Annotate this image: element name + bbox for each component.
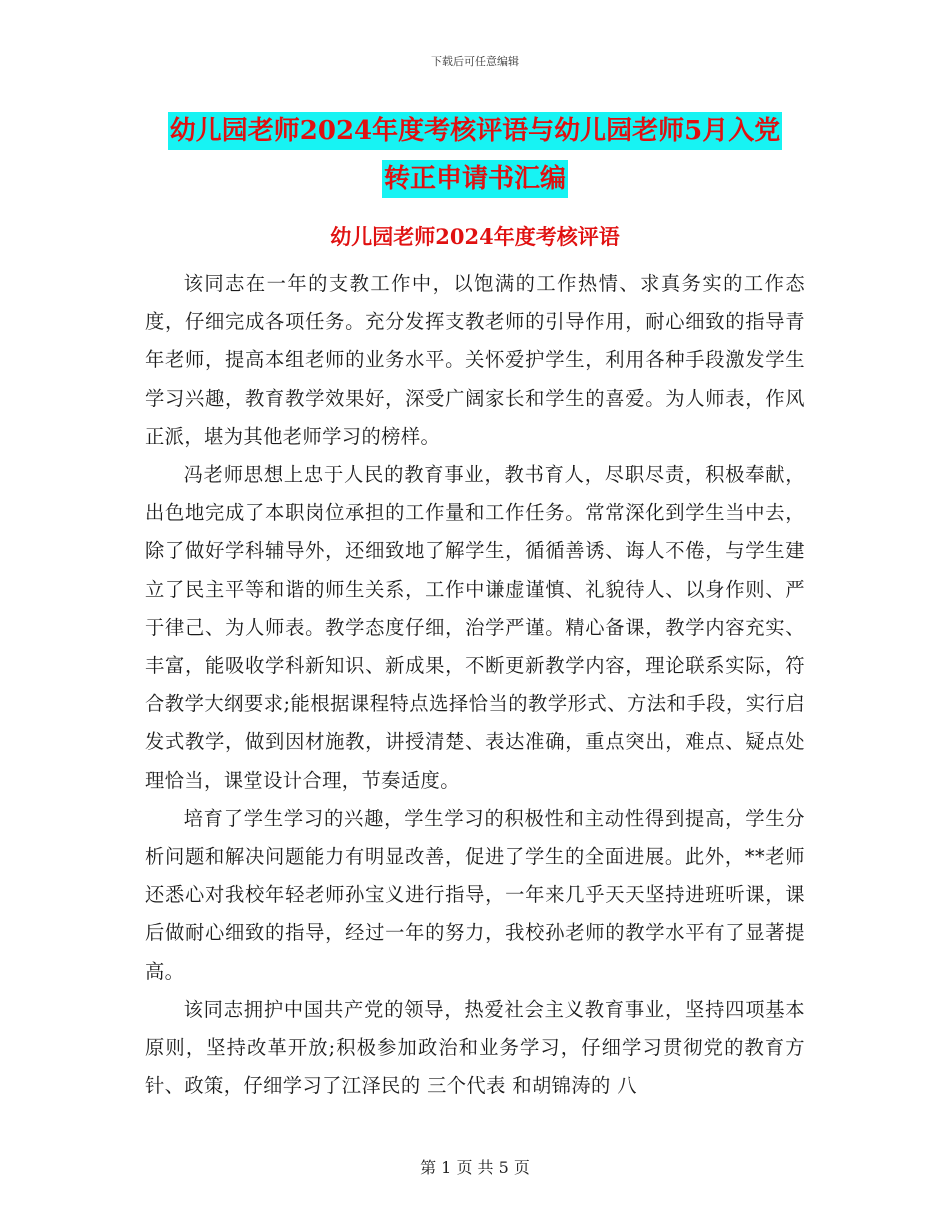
paragraph-1: 该同志在一年的支教工作中，以饱满的工作热情、求真务实的工作态度，仔细完成各项任务。充分发挥支教老师的引导作用，耐心细致的指导青年老师，提高本组老师的业务水平。关怀爱护学生，利用各种手段激发学生学习兴趣，教育教学效果好，深受广阔家长和学生的喜爱。为人师表，作风正派，堪为其他老师学习的榜样。 (145, 272, 805, 448)
title-line-1: 幼儿园老师2024年度考核评语与幼儿园老师5月入党 (168, 112, 782, 150)
title-line-2: 转正申请书汇编 (382, 160, 568, 198)
paragraph-3: 培育了学生学习的兴趣，学生学习的积极性和主动性得到提高，学生分析问题和解决问题能力有明显改善，促进了学生的全面进展。此外，**老师还悉心对我校年轻老师孙宝义进行指导，一年来几乎天天坚持进班听课，课后做耐心细致的指导，经过一年的努力，我校孙老师的教学水平有了显著提高。 (145, 806, 805, 983)
page-footer: 第 1 页 共 5 页 (420, 1158, 530, 1177)
header-note: 下载后可任意编辑 (431, 55, 519, 68)
document-title (0, 112, 950, 208)
paragraph-2: 冯老师思想上忠于人民的教育事业，教书育人，尽职尽责，积极奉献，出色地完成了本职岗位承担的工作量和工作任务。常常深化到学生当中去，除了做好学科辅导外，还细致地了解学生，循循善诱、诲人不倦，与学生建立了民主平等和谐的师生关系，工作中谦虚谨慎、礼貌待人、以身作则、严于律己、为人师表。教学态度仔细，治学严谨。精心备课，教学内容充实、丰富，能吸收学科新知识、新成果，不断更新教学内容，理论联系实际，符合教学大纲要求;能根据课程特点选择恰当的教学形式、方法和手段，实行启发式教学，做到因材施教，讲授清楚、表达准确，重点突出，难点、疑点处理恰当，课堂设计合理，节奏适度。 (145, 463, 805, 792)
document-body (145, 265, 805, 1105)
section-title: 幼儿园老师2024年度考核评语 (330, 224, 620, 249)
paragraph-4: 该同志拥护中国共产党的领导，热爱社会主义教育事业，坚持四项基本原则，坚持改革开放;积极参加政治和业务学习，仔细学习贯彻党的教育方针、政策，仔细学习了江泽民的 三个代表 和胡锦涛的 八 (145, 997, 805, 1098)
